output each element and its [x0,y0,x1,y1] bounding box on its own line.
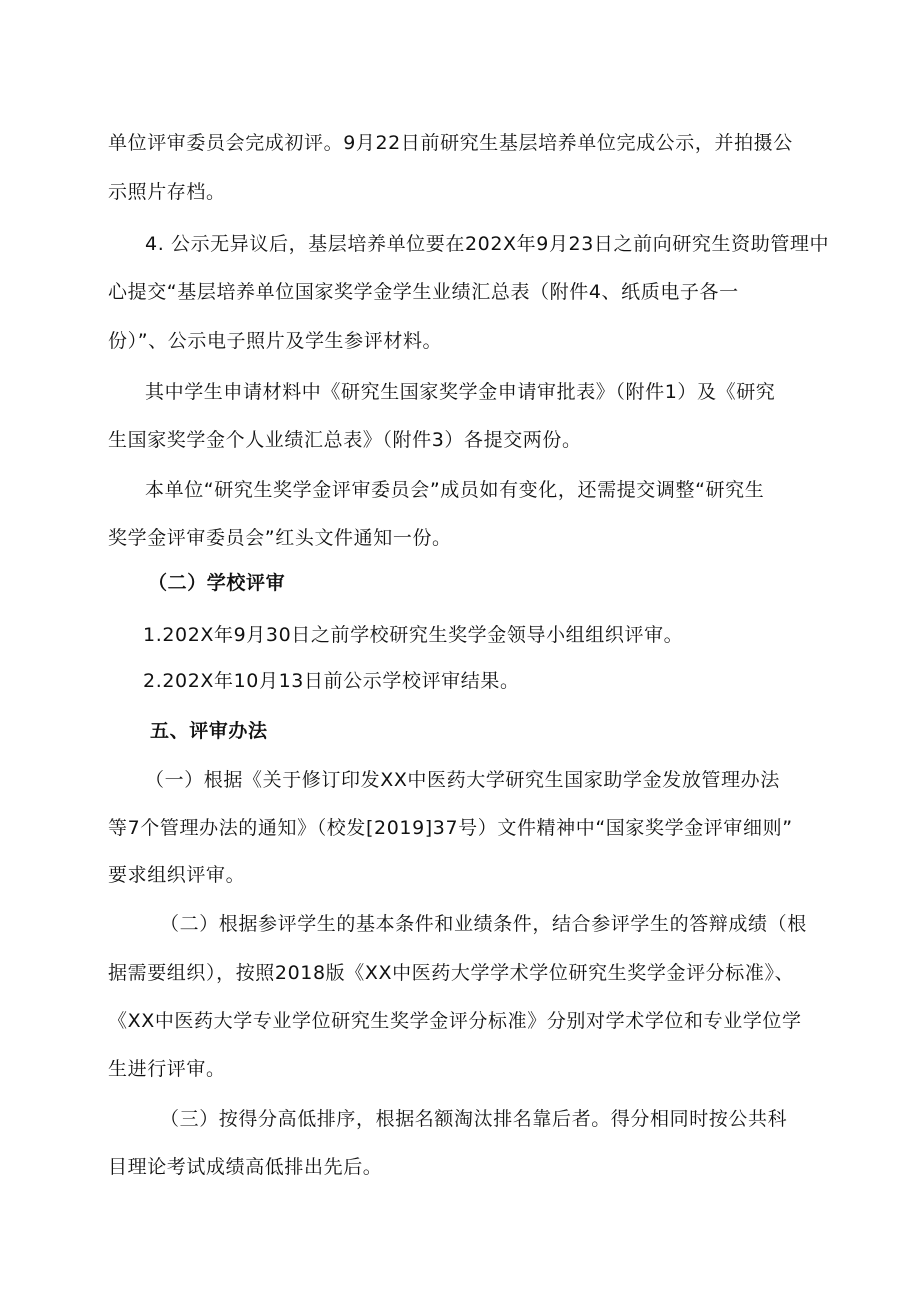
paragraph-line: 份）”、公示电子照片及学生参评材料。 [108,330,443,352]
section-heading: （二）学校评审 [148,572,286,594]
paragraph-line: 等7个管理办法的通知》（校发[2019]37号）文件精神中“国家奖学金评审细则” [108,817,793,839]
section-heading: 五、评审办法 [150,720,268,742]
paragraph-line: 奖学金评审委员会”红头文件通知一份。 [108,527,452,549]
paragraph-line: 其中学生申请材料中《研究生国家奖学金申请审批表》（附件1）及《研究 [145,381,776,403]
paragraph-line: （二）根据参评学生的基本条件和业绩条件，结合参评学生的答辩成绩（根 [160,913,807,935]
paragraph-line: 单位评审委员会完成初评。9月22日前研究生基层培养单位完成公示，并拍摄公 [108,132,793,154]
paragraph-line: 2.202X年10月13日前公示学校评审结果。 [143,670,520,692]
paragraph-line: （三）按得分高低排序，根据名额淘汰排名靠后者。得分相同时按公共科 [160,1108,788,1130]
paragraph-line: 4. 公示无异议后，基层培养单位要在202X年9月23日之前向研究生资助管理中 [145,233,830,255]
paragraph-line: 目理论考试成绩高低排出先后。 [108,1156,383,1178]
paragraph-line: 《XX中医药大学专业学位研究生奖学金评分标准》分别对学术学位和专业学位学 [108,1010,802,1032]
paragraph-line: 1.202X年9月30日之前学校研究生奖学金领导小组组织评审。 [143,624,684,646]
paragraph-line: 生国家奖学金个人业绩汇总表》（附件3）各提交两份。 [108,429,582,451]
paragraph-line: （一）根据《关于修订印发XX中医药大学研究生国家助学金发放管理办法 [145,769,780,791]
paragraph-line: 心提交“基层培养单位国家奖学金学生业绩汇总表（附件4、纸质电子各一 [108,281,739,303]
paragraph-line: 本单位“研究生奖学金评审委员会”成员如有变化，还需提交调整“研究生 [145,479,765,501]
paragraph-line: 要求组织评审。 [108,864,246,886]
paragraph-line: 生进行评审。 [108,1058,226,1080]
paragraph-line: 示照片存档。 [108,181,226,203]
paragraph-line: 据需要组织），按照2018版《XX中医药大学学术学位研究生奖学金评分标准》、 [108,962,795,984]
